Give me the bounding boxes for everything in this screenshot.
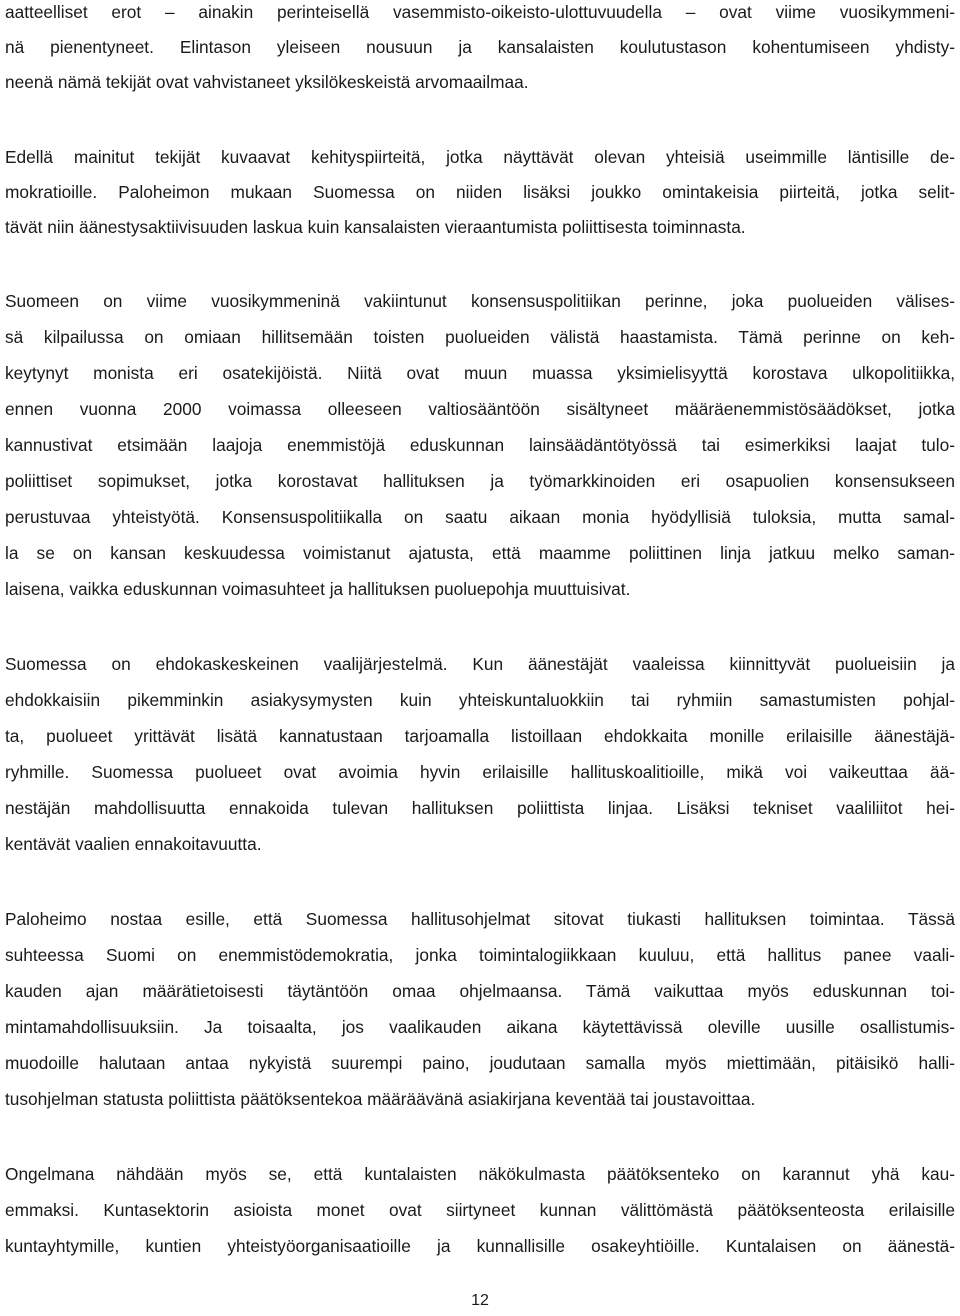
paragraph-line: ryhmille. Suomessa puolueet ovat avoimia hyvin erilaisille hallituskoalitioille, mikä voi vaikeuttaa ää-: [5, 762, 955, 782]
paragraph-line: keytynyt monista eri osatekijöistä. Niitä ovat muun muassa yksimielisyyttä korostava ulkopolitiikka,: [5, 363, 955, 383]
paragraph-line: Suomeen on viime vuosikymmeninä vakiintunut konsensuspolitiikan perinne, joka puolueiden välises-: [5, 291, 955, 311]
paragraph-line: kauden ajan määrätietoisesti täytäntöön omaa ohjelmaansa. Tämä vaikuttaa myös eduskunnan toi-: [5, 981, 955, 1001]
paragraph-line: kuntayhtymille, kuntien yhteistyöorganisaatioille ja kunnallisille osakeyhtiöille. Kuntalaisen on äänestä-: [5, 1236, 955, 1256]
paragraph-line: muodoille halutaan antaa nykyistä suurempi paino, joudutaan samalla myös miettimään, pitäisikö halli-: [5, 1053, 955, 1073]
paragraph-line: Paloheimo nostaa esille, että Suomessa hallitusohjelmat sitovat tiukasti hallituksen toimintaa. Tässä: [5, 909, 955, 929]
page-number: 12: [471, 1292, 489, 1309]
paragraph-line: Suomessa on ehdokaskeskeinen vaalijärjestelmä. Kun äänestäjät vaaleissa kiinnittyvät puolueisiin ja: [5, 654, 955, 674]
paragraph-line: Ongelmana nähdään myös se, että kuntalaisten näkökulmasta päätöksenteko on karannut yhä kau-: [5, 1164, 955, 1184]
paragraph-line: nä pienentyneet. Elintason yleiseen nousuun ja kansalaisten koulutustason kohentumiseen yhdisty-: [5, 37, 955, 57]
paragraph-line: ennen vuonna 2000 voimassa olleeseen valtiosääntöön sisältyneet määräenemmistösäädökset, jotka: [5, 399, 955, 419]
paragraph-line: tusohjelman statusta poliittista päätöksentekoa määräävänä asiakirjana keventää tai joustavoittaa.: [5, 1089, 756, 1109]
paragraph-line: ta, puolueet yrittävät lisätä kannatustaan tarjoamalla listoillaan ehdokkaita monille erilaisille äänestäjä-: [5, 726, 955, 746]
paragraph-line: emmaksi. Kuntasektorin asioista monet ovat siirtyneet kunnan välittömästä päätöksenteosta erilaisille: [5, 1200, 955, 1220]
paragraph-line: la se on kansan keskuudessa voimistanut ajatusta, että maamme poliittinen linja jatkuu melko saman-: [5, 543, 955, 563]
paragraph-line: tävät niin äänestysaktiivisuuden laskua kuin kansalaisten vieraantumista poliittisesta toiminnasta.: [5, 217, 746, 237]
paragraph-line: mokratioille. Paloheimon mukaan Suomessa on niiden lisäksi joukko omintakeisia piirteitä, jotka selit-: [5, 182, 955, 202]
paragraph-line: poliittiset sopimukset, jotka korostavat hallituksen ja työmarkkinoiden eri osapuolien konsensukseen: [5, 471, 955, 491]
paragraph-line: ehdokkaisiin pikemminkin asiakysymysten kuin yhteiskuntaluokkiin tai ryhmiin samastumisten pohjal-: [5, 690, 955, 710]
paragraph-line: sä kilpailussa on omiaan hillitsemään toisten puolueiden välistä haastamista. Tämä perinne on keh-: [5, 327, 955, 347]
paragraph-line: kannustivat etsimään laajoja enemmistöjä eduskunnan lainsäädäntötyössä tai esimerkiksi laajat tulo-: [5, 435, 955, 455]
paragraph-line: laisena, vaikka eduskunnan voimasuhteet ja hallituksen puoluepohja muuttuisivat.: [5, 579, 631, 599]
paragraph-line: kentävät vaalien ennakoitavuutta.: [5, 834, 262, 854]
paragraph-line: mintamahdollisuuksiin. Ja toisaalta, jos vaalikauden aikana käytettävissä oleville uusille osallistumis-: [5, 1017, 955, 1037]
paragraph-line: suhteessa Suomi on enemmistödemokratia, jonka toimintalogiikkaan kuuluu, että hallitus panee vaali-: [5, 945, 955, 965]
paragraph-line: perustuvaa yhteistyötä. Konsensuspolitiikalla on saatu aikaan monia hyödyllisiä tuloksia, mutta samal-: [5, 507, 955, 527]
paragraph-line: Edellä mainitut tekijät kuvaavat kehityspiirteitä, jotka näyttävät olevan yhteisiä useimmille läntisille de-: [5, 147, 955, 167]
paragraph-line: aatteelliset erot – ainakin perinteisellä vasemmisto-oikeisto-ulottuvuudella – ovat viime vuosikymmeni-: [5, 2, 955, 22]
paragraph-line: nestäjän mahdollisuutta ennakoida tulevan hallituksen poliittista linjaa. Lisäksi tekniset vaaliliitot hei-: [5, 798, 955, 818]
paragraph-line: neenä nämä tekijät ovat vahvistaneet yksilökeskeistä arvomaailmaa.: [5, 72, 529, 92]
